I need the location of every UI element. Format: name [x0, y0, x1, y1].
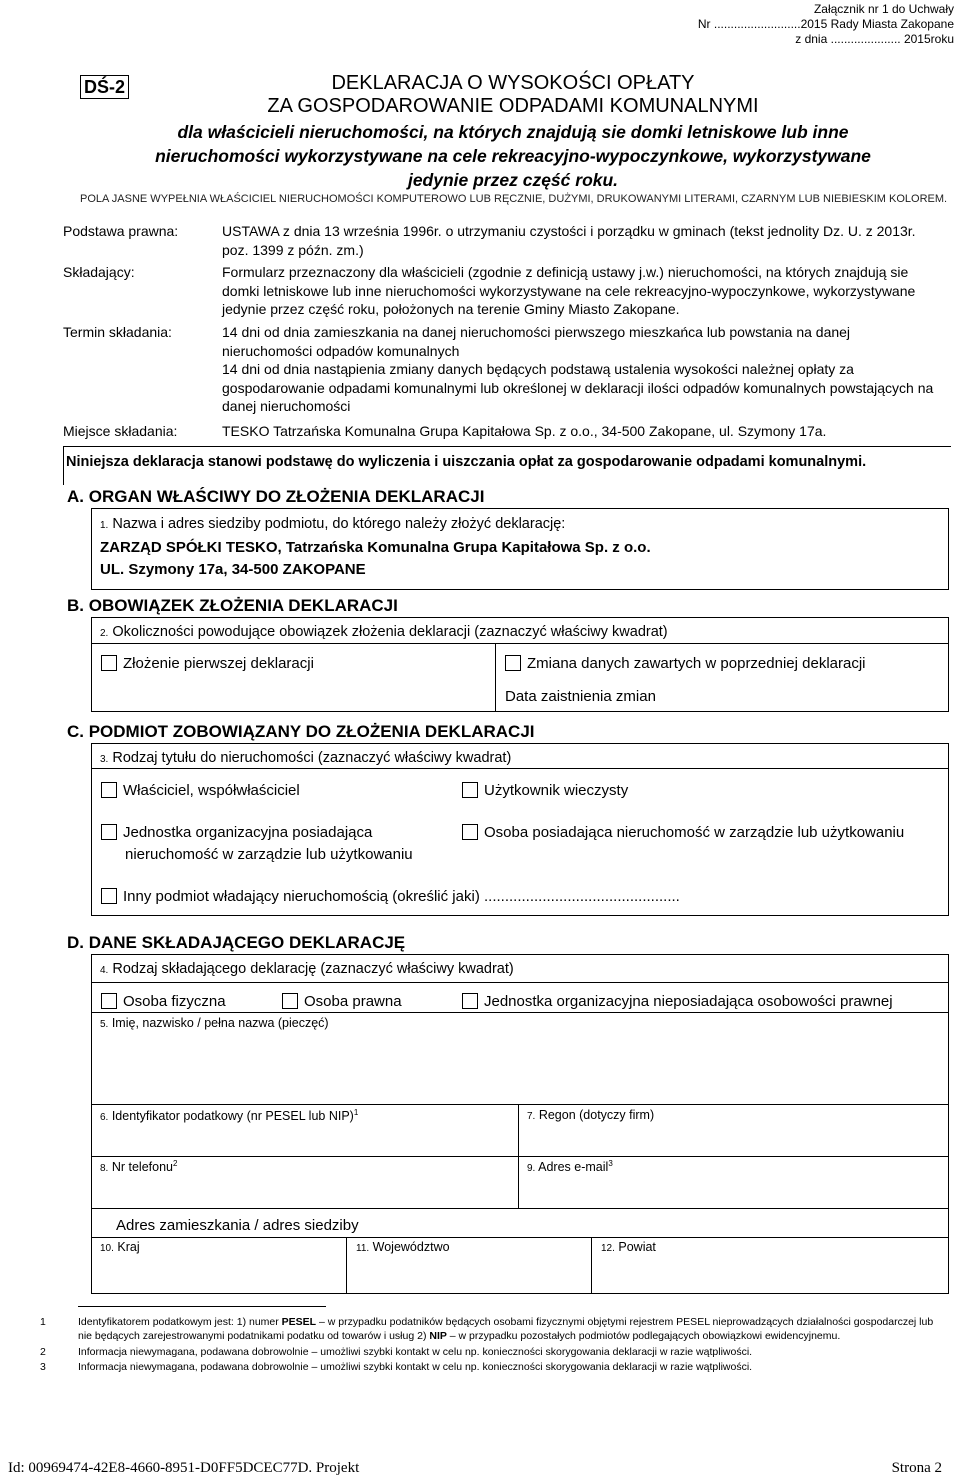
page-number: Strona 2 [891, 1460, 942, 1476]
field-1-text: Nazwa i adres siedziby podmiotu, do którego należy złożyć deklarację: [112, 516, 566, 532]
legal-basis-line: poz. 1399 z późn. zm.) [222, 241, 364, 258]
title-line-5: jedynie przez część roku. [407, 170, 619, 190]
submitter-line: Formularz przeznaczony dla właścicieli (zgodnie z definicją ustawy j.w.) nieruchomości, na których znajdują sie [222, 264, 909, 280]
field-8-phone[interactable] [100, 1159, 177, 1174]
field-4-text: Rodzaj składającego deklarację (zaznaczyć właściwy kwadrat) [112, 961, 514, 977]
option-label: Zmiana danych zawartych w poprzedniej deklaracji [527, 655, 866, 672]
deadline-line: danej nieruchomości [222, 398, 351, 414]
option-label: Jednostka organizacyjna posiadająca [123, 824, 373, 841]
field-5-number: 5. [100, 1019, 109, 1030]
field-7-regon[interactable] [527, 1108, 654, 1122]
form-code: DŚ-2 [80, 75, 129, 99]
footnote-1-pesel: PESEL [281, 1316, 317, 1328]
attachment-line-2: Nr ..........................2015 Rady Miasta Zakopane [697, 17, 954, 31]
field-10-country[interactable] [100, 1240, 140, 1254]
divider [91, 1012, 949, 1013]
title-line-3: dla właścicieli nieruchomości, na których znajdują sie domki letniskowe lub inne [177, 122, 849, 142]
field-9-text: Adres e-mail [538, 1160, 609, 1175]
place-text: TESKO Tatrzańska Komunalna Grupa Kapitałowa Sp. z o.o., 34-500 Zakopane, ul. Szymony 17a. [222, 423, 827, 439]
authority-name[interactable]: ZARZĄD SPÓŁKI TESKO, Tatrzańska Komunalna Grupa Kapitałowa Sp. z o.o. [100, 539, 651, 556]
field-9-number: 9. [527, 1163, 536, 1175]
declaration-note: Niniejsza deklaracja stanowi podstawę do wyliczenia i uiszczania opłat za gospodarowanie odpadami komunalnymi. [66, 454, 867, 470]
checkbox-other[interactable] [101, 888, 117, 904]
field-10-number: 10. [100, 1243, 114, 1254]
field-6-number: 6. [100, 1112, 109, 1124]
option-org-unit-no-legal[interactable] [462, 993, 893, 1011]
legal-basis-text [222, 222, 948, 259]
field-11-voivodeship[interactable] [356, 1240, 450, 1254]
field-3-number: 3. [100, 754, 109, 765]
deadline-label: Termin składania: [63, 324, 172, 340]
option-label: Inny podmiot władający nieruchomością (określić jaki) ............................................... [123, 888, 680, 905]
option-label-continued: nieruchomość w zarządzie lub użytkowaniu [125, 846, 413, 863]
footnote-1-text: Identyfikatorem podatkowym jest: 1) numer [78, 1316, 282, 1328]
field-12-county[interactable] [601, 1240, 656, 1254]
deadline-text [222, 323, 948, 416]
footnote-2-number: 2 [40, 1346, 46, 1358]
option-label: Złożenie pierwszej deklaracji [123, 655, 314, 672]
fill-instructions: POLA JASNE WYPEŁNIA WŁAŚCICIEL NIERUCHOMOŚCI KOMPUTEROWO LUB RĘCZNIE, DUŻYMI, DRUKOWANYMI LITERAMI, CZARNYM LUB NIEBIESKIM KOLOREM. [80, 193, 948, 205]
option-label: Jednostka organizacyjna nieposiadająca osobowości prawnej [484, 993, 893, 1010]
submitter-line: domki letniskowe lub inne nieruchomości wykorzystywane na cele rekreacyjno-wypoczynkowe, wykorzystywane [222, 282, 916, 299]
option-legal-person[interactable] [282, 993, 402, 1011]
footnote-3 [40, 1360, 950, 1374]
checkbox-legal-person[interactable] [282, 993, 298, 1009]
field-2-number: 2. [100, 628, 109, 639]
divider [346, 1237, 347, 1293]
legal-basis-line: USTAWA z dnia 13 września 1996r. o utrzymaniu czystości i porządku w gminach (tekst jednolity Dz. U. z 2013r. [222, 223, 916, 239]
section-a-title: A. ORGAN WŁAŚCIWY DO ZŁOŻENIA DEKLARACJI [67, 487, 485, 506]
place-label: Miejsce składania: [63, 423, 178, 439]
option-first-declaration[interactable] [101, 655, 314, 673]
option-perpetual-user[interactable] [462, 782, 628, 800]
footnote-ref: 1 [353, 1108, 359, 1117]
deadline-line: 14 dni od dnia nastąpienia zmiany danych będących podstawą ustalenia wysokości należnej opłaty za [222, 361, 854, 377]
title-line-2: ZA GOSPODAROWANIE ODPADAMI KOMUNALNYMI [267, 95, 759, 117]
title-line-1: DEKLARACJA O WYSOKOŚCI OPŁATY [331, 72, 695, 94]
field-2-text: Okoliczności powodujące obowiązek złożenia deklaracji (zaznaczyć właściwy kwadrat) [112, 624, 668, 640]
footnote-1-number: 1 [40, 1316, 46, 1328]
footnote-3-text: Informacja niewymagana, podawana dobrowolnie – umożliwi szybki kontakt w celu np. konieczności skorygowania deklaracji w razie wątpliwości. [78, 1361, 753, 1373]
field-5-name[interactable] [100, 1016, 329, 1030]
change-date-label[interactable]: Data zaistnienia zmian [505, 688, 656, 705]
title-line-4: nieruchomości wykorzystywane na cele rekreacyjno-wypoczynkowe, wykorzystywane [155, 146, 871, 166]
field-8-number: 8. [100, 1163, 109, 1175]
field-4-number: 4. [100, 965, 109, 976]
divider [495, 643, 496, 711]
option-label: Właściciel, współwłaściciel [123, 782, 300, 799]
checkbox-perpetual-user[interactable] [462, 782, 478, 798]
attachment-line-1: Załącznik nr 1 do Uchwały [813, 2, 954, 16]
footnote-ref: 3 [608, 1159, 613, 1168]
section-c-title: C. PODMIOT ZOBOWIĄZANY DO ZŁOŻENIA DEKLARACJI [67, 722, 535, 741]
divider [91, 768, 949, 769]
field-7-number: 7. [527, 1111, 536, 1122]
field-12-number: 12. [601, 1243, 615, 1254]
attachment-note [698, 2, 954, 47]
option-natural-person[interactable] [101, 993, 226, 1011]
deadline-line: 14 dni od dnia zamieszkania na danej nieruchomości pierwszego mieszkańca lub powstania na danej [222, 324, 851, 340]
field-3-label [100, 750, 511, 766]
checkbox-person-management[interactable] [462, 824, 478, 840]
option-other[interactable] [101, 888, 680, 906]
field-11-text: Województwo [372, 1240, 450, 1254]
option-label: Użytkownik wieczysty [484, 782, 629, 799]
checkbox-org-unit[interactable] [101, 824, 117, 840]
authority-address[interactable]: UL. Szymony 17a, 34-500 ZAKOPANE [100, 561, 366, 578]
footnote-2 [40, 1345, 950, 1359]
field-7-text: Regon (dotyczy firm) [538, 1108, 655, 1122]
address-heading: Adres zamieszkania / adres siedziby [116, 1217, 359, 1234]
option-owner[interactable] [101, 782, 300, 800]
checkbox-org-unit-no-legal[interactable] [462, 993, 478, 1009]
option-label: Osoba prawna [304, 993, 402, 1010]
submitter-text [222, 263, 948, 319]
footnote-3-number: 3 [40, 1361, 46, 1373]
field-3-text: Rodzaj tytułu do nieruchomości (zaznaczyć właściwy kwadrat) [112, 750, 512, 766]
field-12-text: Powiat [618, 1240, 656, 1254]
divider [91, 1104, 949, 1105]
attachment-line-3: z dnia ..................... 2015roku [795, 32, 954, 46]
footnote-1 [40, 1315, 950, 1343]
field-8-text: Nr telefonu [111, 1160, 173, 1175]
option-change-declaration[interactable] [505, 655, 866, 673]
footnote-2-text: Informacja niewymagana, podawana dobrowolnie – umożliwi szybki kontakt w celu np. konieczności skorygowania deklaracji w razie wątpliwości. [78, 1346, 753, 1358]
checkbox-owner[interactable] [101, 782, 117, 798]
footnote-1-text: – w przypadku pozostałych podmiotów podlegających obowiązkowi ewidencyjnemu. [446, 1330, 841, 1342]
section-d-title: D. DANE SKŁADAJĄCEGO DEKLARACJĘ [67, 933, 406, 952]
footnote-separator [78, 1306, 326, 1307]
footnote-1-nip: NIP [429, 1330, 447, 1342]
deadline-line: gospodarowanie odpadami komunalnymi lub określonej w deklaracji ilości odpadów komunalnych powstających na [222, 379, 934, 396]
footnote-ref: 2 [172, 1159, 178, 1168]
submitter-line: jedynie przez część roku, położonych na terenie Gminy Miasto Zakopane. [222, 301, 680, 317]
checkbox-change-declaration[interactable] [505, 655, 521, 671]
field-6-text: Identyfikator podatkowy (nr PESEL lub NIP) [111, 1109, 354, 1124]
field-10-text: Kraj [117, 1240, 140, 1254]
option-org-unit[interactable] [101, 824, 372, 842]
field-2-label [100, 624, 668, 640]
document-id: Id: 00969474-42E8-4660-8951-D0FF5DCEC77D. Projekt [8, 1460, 360, 1476]
divider [591, 1237, 592, 1293]
field-1-label [100, 516, 565, 532]
field-6-tax-id[interactable] [100, 1108, 358, 1123]
legal-basis-label: Podstawa prawna: [63, 223, 179, 239]
submitter-label: Składający: [63, 264, 135, 280]
option-label: Osoba fizyczna [123, 993, 226, 1010]
field-9-email[interactable] [527, 1159, 613, 1174]
field-1-number: 1. [100, 520, 109, 531]
divider [91, 643, 949, 644]
divider [91, 982, 949, 983]
option-person-management[interactable] [462, 824, 904, 842]
field-5-text: Imię, nazwisko / pełna nazwa (pieczęć) [111, 1016, 329, 1030]
option-label: Osoba posiadająca nieruchomość w zarządzie lub użytkowaniu [484, 824, 905, 841]
checkbox-natural-person[interactable] [101, 993, 117, 1009]
footnote-1-text: – w przypadku podatników będących osobami fizycznymi objętymi rejestrem PESEL nieprowadzących działalności gospodarczej lub nie będących zarejestrowanymi podatnikami podatku od towarów i usług 2) [78, 1316, 934, 1342]
checkbox-first-declaration[interactable] [101, 655, 117, 671]
divider [91, 1237, 949, 1238]
field-4-label [100, 961, 514, 977]
deadline-line: nieruchomości odpadów komunalnych [222, 342, 460, 359]
section-b-title: B. OBOWIĄZEK ZŁOŻENIA DEKLARACJI [67, 596, 398, 615]
divider [91, 1156, 949, 1157]
field-11-number: 11. [356, 1243, 370, 1254]
divider [91, 1208, 949, 1209]
